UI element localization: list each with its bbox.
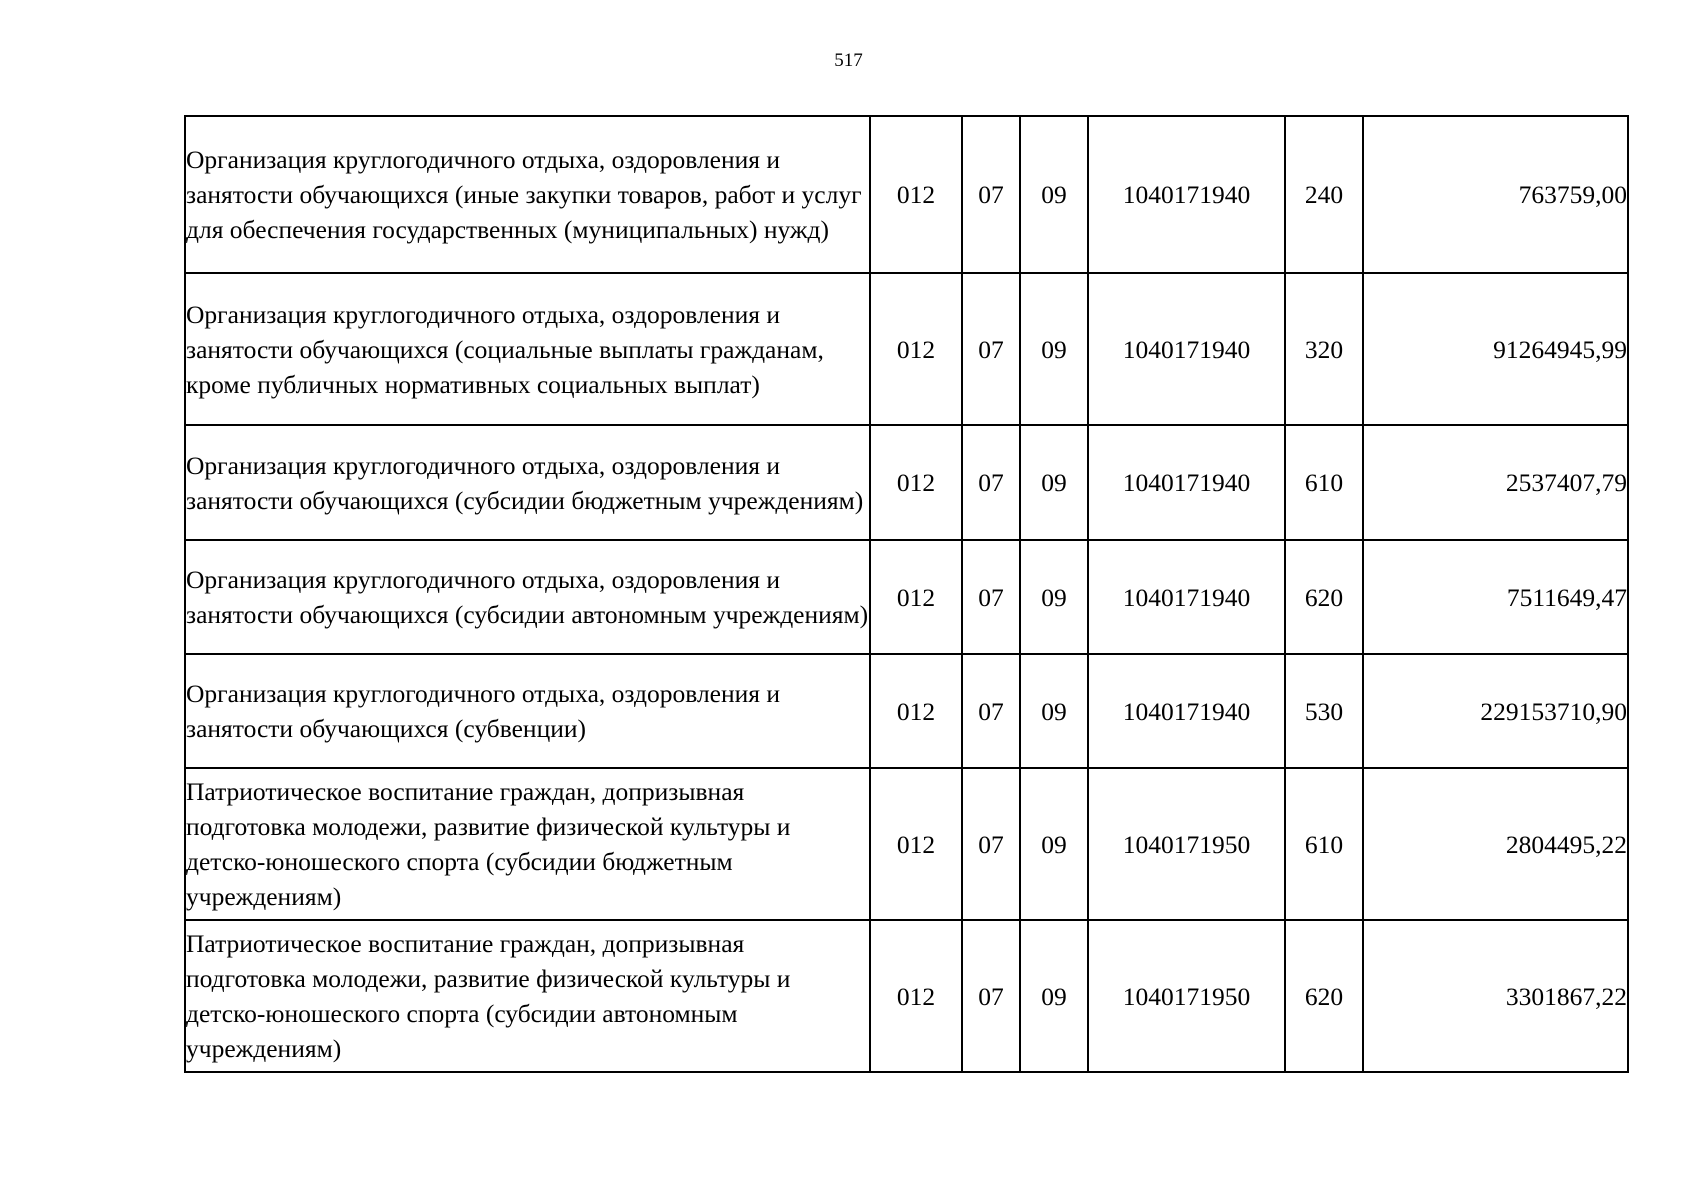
page-number: 517 — [834, 50, 863, 71]
expense-type-code: 320 — [1285, 273, 1363, 425]
section-code: 07 — [962, 654, 1020, 768]
budget-table — [184, 115, 1629, 1073]
table-row — [185, 920, 1628, 1072]
subsection-code: 09 — [1020, 273, 1088, 425]
ministry-code: 012 — [870, 654, 962, 768]
amount: 763759,00 — [1363, 116, 1628, 273]
subsection-code: 09 — [1020, 540, 1088, 654]
amount: 3301867,22 — [1363, 920, 1628, 1072]
row-description: Патриотическое воспитание граждан, допризывная подготовка молодежи, развитие физической культуры и детско-юношеского спорта (субсидии автономным учреждениям) — [185, 920, 870, 1072]
expense-type-code: 620 — [1285, 540, 1363, 654]
target-article-code: 1040171950 — [1088, 768, 1285, 920]
row-description: Организация круглогодичного отдыха, оздоровления и занятости обучающихся (социальные выплаты гражданам, кроме публичных нормативных социальных выплат) — [185, 273, 870, 425]
row-description: Организация круглогодичного отдыха, оздоровления и занятости обучающихся (субсидии автономным учреждениям) — [185, 540, 870, 654]
table-row — [185, 425, 1628, 540]
table-row — [185, 768, 1628, 920]
expense-type-code: 610 — [1285, 768, 1363, 920]
table-row — [185, 116, 1628, 273]
ministry-code: 012 — [870, 920, 962, 1072]
subsection-code: 09 — [1020, 920, 1088, 1072]
section-code: 07 — [962, 116, 1020, 273]
row-description: Организация круглогодичного отдыха, оздоровления и занятости обучающихся (субсидии бюджетным учреждениям) — [185, 425, 870, 540]
subsection-code: 09 — [1020, 425, 1088, 540]
section-code: 07 — [962, 920, 1020, 1072]
table-row — [185, 540, 1628, 654]
ministry-code: 012 — [870, 116, 962, 273]
amount: 2804495,22 — [1363, 768, 1628, 920]
ministry-code: 012 — [870, 425, 962, 540]
amount: 229153710,90 — [1363, 654, 1628, 768]
subsection-code: 09 — [1020, 116, 1088, 273]
expense-type-code: 240 — [1285, 116, 1363, 273]
amount: 91264945,99 — [1363, 273, 1628, 425]
table-row — [185, 654, 1628, 768]
section-code: 07 — [962, 425, 1020, 540]
amount: 2537407,79 — [1363, 425, 1628, 540]
target-article-code: 1040171940 — [1088, 116, 1285, 273]
expense-type-code: 610 — [1285, 425, 1363, 540]
ministry-code: 012 — [870, 273, 962, 425]
ministry-code: 012 — [870, 540, 962, 654]
target-article-code: 1040171940 — [1088, 273, 1285, 425]
section-code: 07 — [962, 768, 1020, 920]
subsection-code: 09 — [1020, 768, 1088, 920]
expense-type-code: 530 — [1285, 654, 1363, 768]
target-article-code: 1040171940 — [1088, 425, 1285, 540]
row-description: Организация круглогодичного отдыха, оздоровления и занятости обучающихся (субвенции) — [185, 654, 870, 768]
expense-type-code: 620 — [1285, 920, 1363, 1072]
section-code: 07 — [962, 540, 1020, 654]
target-article-code: 1040171940 — [1088, 540, 1285, 654]
amount: 7511649,47 — [1363, 540, 1628, 654]
subsection-code: 09 — [1020, 654, 1088, 768]
row-description: Организация круглогодичного отдыха, оздоровления и занятости обучающихся (иные закупки товаров, работ и услуг для обеспечения государственных (муниципальных) нужд) — [185, 116, 870, 273]
target-article-code: 1040171940 — [1088, 654, 1285, 768]
section-code: 07 — [962, 273, 1020, 425]
target-article-code: 1040171950 — [1088, 920, 1285, 1072]
row-description: Патриотическое воспитание граждан, допризывная подготовка молодежи, развитие физической культуры и детско-юношеского спорта (субсидии бюджетным учреждениям) — [185, 768, 870, 920]
table-row — [185, 273, 1628, 425]
ministry-code: 012 — [870, 768, 962, 920]
